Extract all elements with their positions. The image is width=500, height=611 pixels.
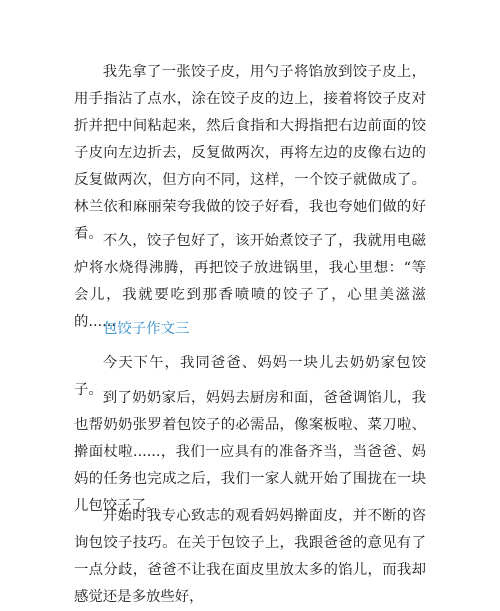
section-heading: 包饺子作文三: [103, 321, 190, 337]
body-paragraph: 我先拿了一张饺子皮，用勺子将馅放到饺子皮上，用手指沾了点水，涂在饺子皮的边上，接着将饺子皮对折并把中间粘起来，然后食指和大拇指把右边前面的饺子皮向左边折去，反复做两次，再将左边的皮像右边的反复做两次，但方向不同，这样，一个饺子就做成了。林兰依和麻丽荣夸我做的饺子好看，我也夸她们做的好看。: [74, 64, 426, 242]
body-paragraph: 今天下午，我同爸爸、妈妈一块儿去奶奶家包饺子。: [74, 355, 426, 398]
body-paragraph: 到了奶奶家后，妈妈去厨房和面，爸爸调馅儿，我也帮奶奶张罗着包饺子的必需品，像案板啦、菜刀啦、擀面杖啦......，我们一应具有的准备齐当，当爸爸、妈妈的任务也完成之后，我们一家人就开始了围拢在一块儿包饺子了。: [74, 390, 426, 514]
body-paragraph: 开始时我专心致志的观看妈妈擀面皮，并不断的咨询包饺子技巧。在关于包饺子上，我跟爸爸的意见有了一点分歧，爸爸不让我在面皮里放太多的馅儿，而我却感觉还是多放些好，: [74, 508, 426, 605]
body-paragraph: 不久，饺子包好了，该开始煮饺子了，我就用电磁炉将水烧得沸腾，再把饺子放进锅里，我心里想：“等会儿，我就要吃到那香喷喷的饺子了，心里美滋滋的......: [74, 233, 426, 330]
